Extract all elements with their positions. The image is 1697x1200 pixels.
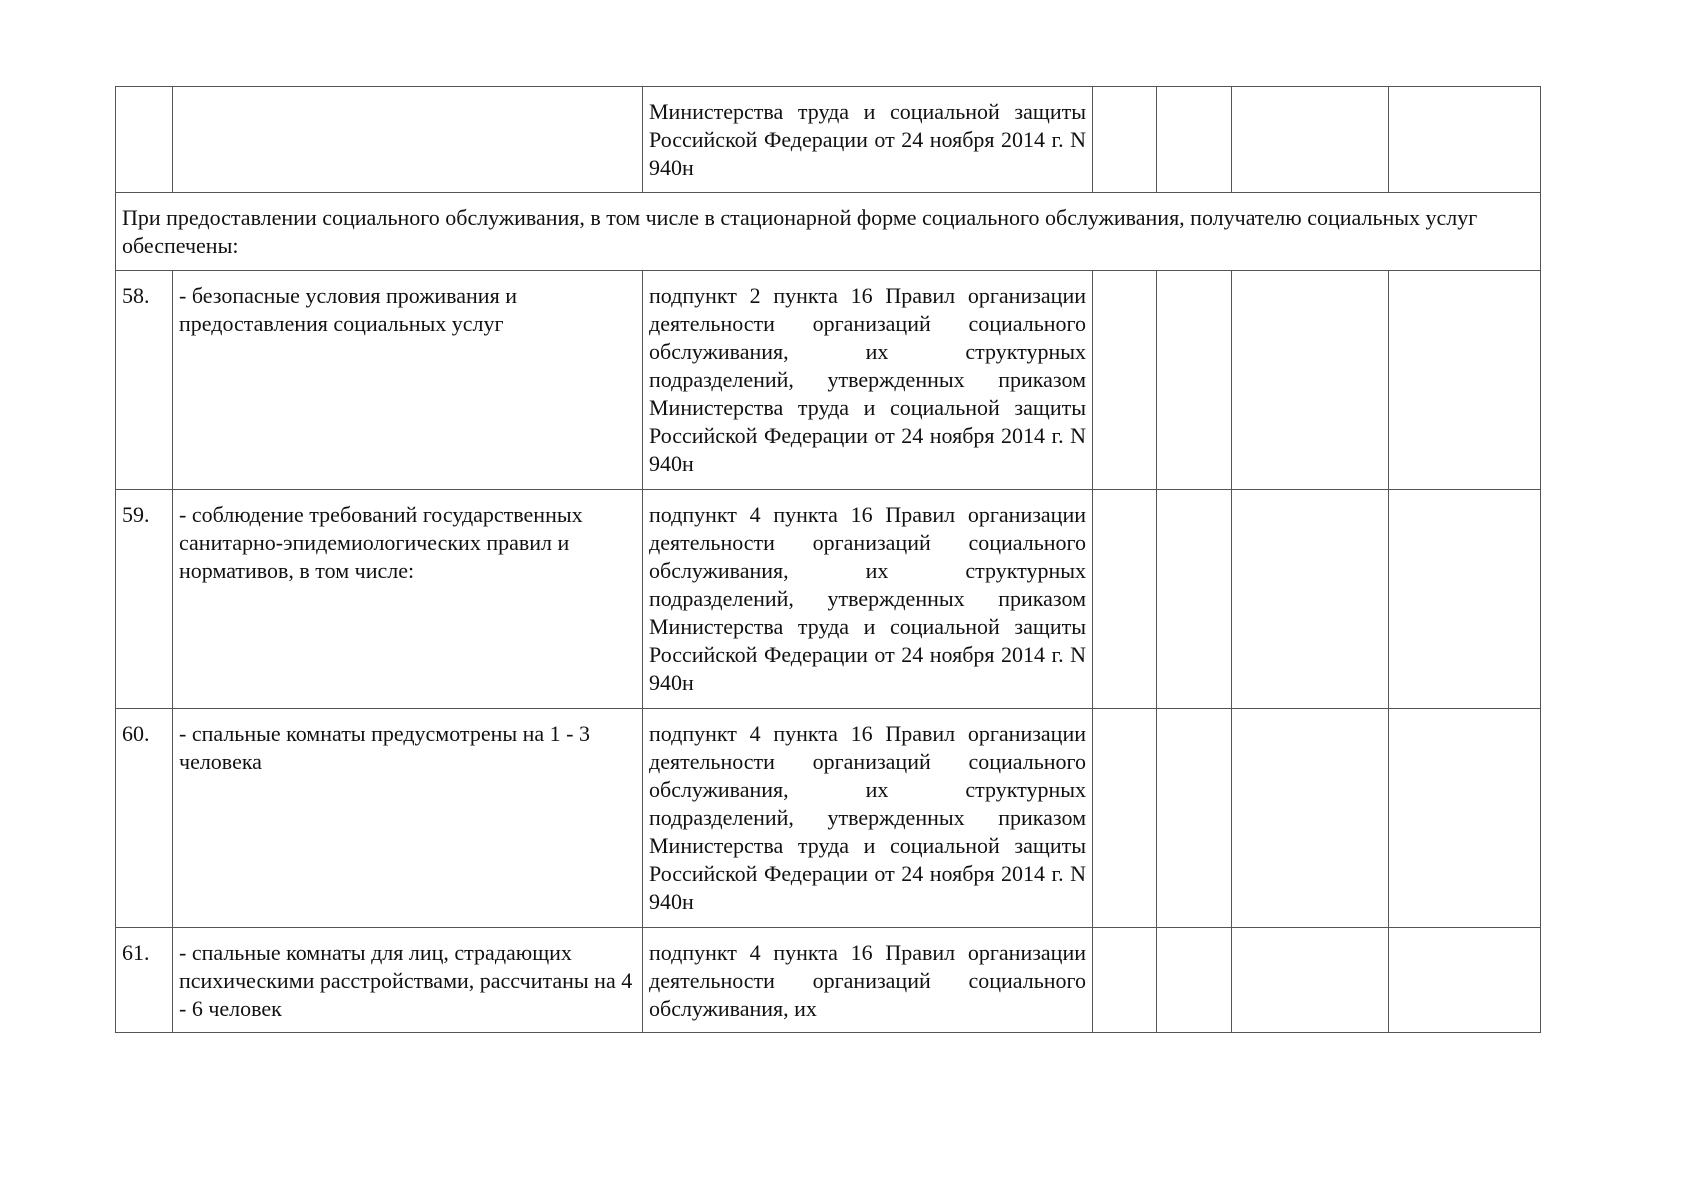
notes-cell[interactable] bbox=[1389, 928, 1541, 1033]
answer-na-cell[interactable] bbox=[1232, 490, 1389, 709]
row-legal-basis: подпункт 2 пункта 16 Правил организации деятельности организаций социального обслуживания, их структурных подразделений, утвержденных приказом Министерства труда и социальной защиты Российской Федерации от 24 ноября 2014 г. N 940н bbox=[643, 271, 1093, 490]
row-number bbox=[116, 87, 173, 193]
notes-cell[interactable] bbox=[1389, 271, 1541, 490]
row-description bbox=[173, 87, 643, 193]
table-row-continued bbox=[116, 87, 1541, 193]
row-description: - безопасные условия проживания и предоставления социальных услуг bbox=[173, 271, 643, 490]
answer-na-cell[interactable] bbox=[1232, 928, 1389, 1033]
answer-yes-cell[interactable] bbox=[1093, 928, 1157, 1033]
row-number: 60. bbox=[116, 709, 173, 928]
row-legal-basis: подпункт 4 пункта 16 Правил организации деятельности организаций социального обслуживания, их структурных подразделений, утвержденных приказом Министерства труда и социальной защиты Российской Федерации от 24 ноября 2014 г. N 940н bbox=[643, 490, 1093, 709]
row-legal-basis: Министерства труда и социальной защиты Российской Федерации от 24 ноября 2014 г. N 940н bbox=[643, 87, 1093, 193]
table-row bbox=[116, 928, 1541, 1033]
answer-no-cell[interactable] bbox=[1157, 709, 1232, 928]
answer-no-cell[interactable] bbox=[1157, 928, 1232, 1033]
answer-yes-cell[interactable] bbox=[1093, 87, 1157, 193]
answer-na-cell[interactable] bbox=[1232, 87, 1389, 193]
answer-yes-cell[interactable] bbox=[1093, 490, 1157, 709]
row-number: 61. bbox=[116, 928, 173, 1033]
row-legal-basis: подпункт 4 пункта 16 Правил организации деятельности организаций социального обслуживания, их bbox=[643, 928, 1093, 1033]
row-number: 58. bbox=[116, 271, 173, 490]
answer-no-cell[interactable] bbox=[1157, 87, 1232, 193]
answer-na-cell[interactable] bbox=[1232, 709, 1389, 928]
notes-cell[interactable] bbox=[1389, 709, 1541, 928]
table-section-row bbox=[116, 193, 1541, 271]
table-row bbox=[116, 709, 1541, 928]
row-number: 59. bbox=[116, 490, 173, 709]
table-row bbox=[116, 490, 1541, 709]
row-legal-basis: подпункт 4 пункта 16 Правил организации деятельности организаций социального обслуживания, их структурных подразделений, утвержденных приказом Министерства труда и социальной защиты Российской Федерации от 24 ноября 2014 г. N 940н bbox=[643, 709, 1093, 928]
notes-cell[interactable] bbox=[1389, 87, 1541, 193]
section-header: При предоставлении социального обслуживания, в том числе в стационарной форме социального обслуживания, получателю социальных услуг обеспечены: bbox=[116, 193, 1541, 271]
row-description: - соблюдение требований государственных санитарно-эпидемиологических правил и нормативов, в том числе: bbox=[173, 490, 643, 709]
answer-no-cell[interactable] bbox=[1157, 490, 1232, 709]
checklist-table bbox=[115, 86, 1541, 1033]
row-description: - спальные комнаты для лиц, страдающих психическими расстройствами, рассчитаны на 4 - 6 человек bbox=[173, 928, 643, 1033]
answer-no-cell[interactable] bbox=[1157, 271, 1232, 490]
answer-yes-cell[interactable] bbox=[1093, 709, 1157, 928]
table-row bbox=[116, 271, 1541, 490]
answer-yes-cell[interactable] bbox=[1093, 271, 1157, 490]
answer-na-cell[interactable] bbox=[1232, 271, 1389, 490]
notes-cell[interactable] bbox=[1389, 490, 1541, 709]
row-description: - спальные комнаты предусмотрены на 1 - 3 человека bbox=[173, 709, 643, 928]
